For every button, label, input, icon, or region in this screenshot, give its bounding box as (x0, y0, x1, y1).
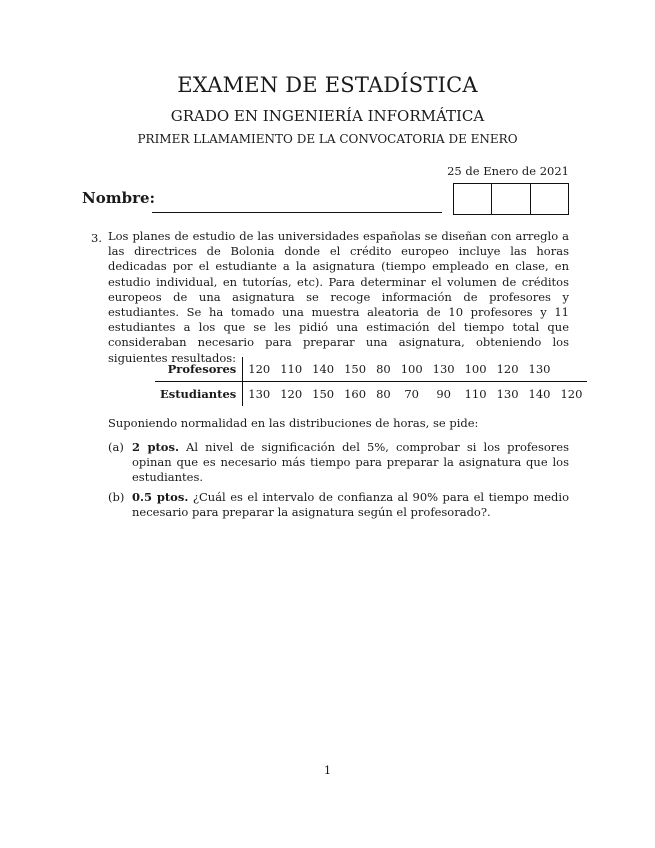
part-marker: (a) (108, 440, 124, 454)
part-marker: (b) (108, 489, 125, 504)
table-cell: 100 (396, 357, 428, 382)
degree-subtitle: GRADO EN INGENIERÍA INFORMÁTICA (170, 107, 485, 125)
question-parts (108, 440, 569, 524)
table-cell: 110 (464, 387, 487, 401)
part-body: ¿Cuál es el intervalo de confianza al 90% para el tiempo medio necesario para preparar la asignatura según el profesorado?. (132, 489, 570, 519)
name-label: Nombre: (82, 189, 156, 207)
table-cell: 80 (376, 387, 391, 401)
table-cell: 90 (436, 387, 451, 401)
question-statement: Los planes de estudio de las universidades españolas se diseñan con arreglo a las directrices de Bolonia donde el crédito europeo incluye las horas dedicadas por el estudiante a la asignatura (tiempo empleado en clase, en estudio individual, en tutorías, etc). Para determinar el volumen de créditos europeos de una asignatura se recoge información de profesores y estudiantes. Se ha tomado una muestra aleatoria de 10 profesores y 11 estudiantes a los que se les pidió una estimación del tiempo total que consideraban necesario para preparar una asignatura, obteniendo los siguientes resultados: (108, 229, 569, 365)
name-line (152, 212, 442, 213)
table-cell: 100 (460, 357, 492, 382)
part-points: 0.5 ptos. (132, 489, 189, 504)
grade-box (492, 184, 530, 214)
assumption-text: Suponiendo normalidad en las distribuciones de horas, se pide: (108, 416, 479, 430)
table-cell: 150 (339, 357, 371, 382)
table-cell: 130 (496, 387, 519, 401)
table-cell: 160 (344, 387, 367, 401)
table-row-profesores (155, 357, 587, 382)
part-text (132, 440, 569, 486)
table-cell: 130 (524, 357, 556, 382)
table-cell: 120 (280, 387, 303, 401)
table-cell: 130 (428, 357, 460, 382)
row-label-profesores: Profesores (155, 357, 243, 382)
part-points: 2 ptos. (132, 440, 179, 454)
table-row-estudiantes (155, 382, 587, 407)
part-a (108, 440, 569, 486)
table-cell: 110 (275, 357, 307, 382)
page-number: 1 (323, 763, 332, 777)
exam-title: EXAMEN DE ESTADÍSTICA (177, 73, 478, 97)
exam-date: 25 de Enero de 2021 (447, 164, 569, 178)
table-cell: 120 (560, 387, 583, 401)
row-label-estudiantes: Estudiantes (155, 382, 243, 407)
part-text (132, 490, 569, 520)
grade-box (531, 184, 568, 214)
table-cell: 120 (492, 357, 524, 382)
table-cell: 150 (312, 387, 335, 401)
table-cell-empty (555, 357, 587, 382)
part-b (108, 490, 569, 520)
table-cell: 70 (404, 387, 419, 401)
table-cell: 140 (528, 387, 551, 401)
call-subtitle: PRIMER LLAMAMIENTO DE LA CONVOCATORIA DE ENERO (137, 132, 518, 146)
data-table (155, 357, 587, 406)
table-cell: 130 (248, 387, 271, 401)
table-cell: 140 (307, 357, 339, 382)
question-number: 3. (91, 231, 102, 245)
table-cell: 80 (371, 357, 396, 382)
part-body: Al nivel de significación del 5%, comprobar si los profesores opinan que es necesario más tiempo para preparar la asignatura que los estudiantes. (132, 440, 569, 485)
grade-boxes (453, 183, 569, 215)
grade-box (454, 184, 492, 214)
table-cell: 120 (243, 357, 275, 382)
